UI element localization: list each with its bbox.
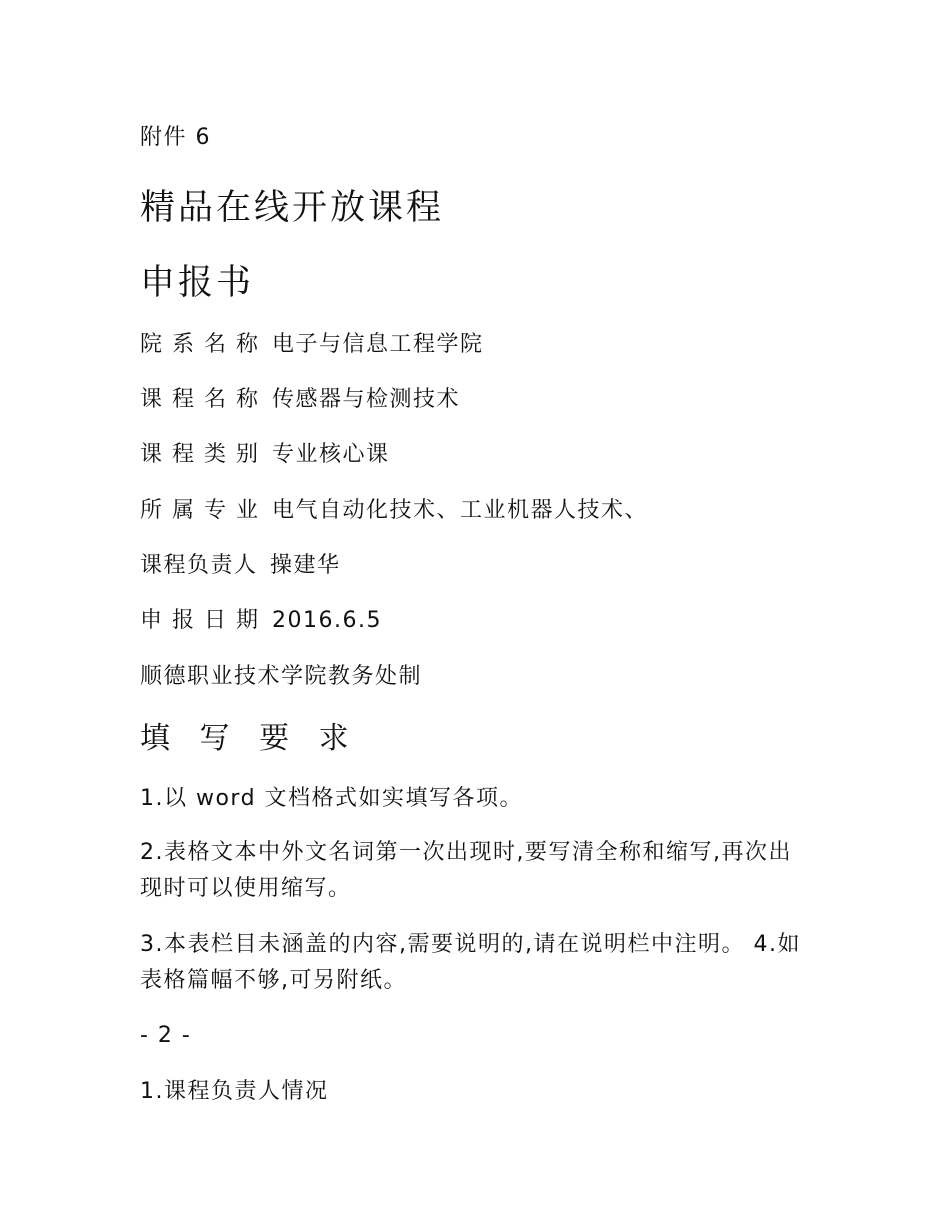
- requirement-item: 3.本表栏目未涵盖的内容,需要说明的,请在说明栏中注明。 4.如表格篇幅不够,可另附纸。: [140, 932, 801, 993]
- field-value: 操建华: [270, 553, 341, 578]
- field-value: 专业核心课: [271, 442, 390, 467]
- issuer-line: 顺德职业技术学院教务处制: [140, 664, 423, 689]
- field-row-department: [140, 331, 484, 359]
- field-row-course-name: [140, 386, 460, 414]
- field-label: 申 报 日 期: [140, 608, 260, 633]
- field-label: 院 系 名 称: [140, 332, 260, 357]
- field-value: 2016.6.5: [271, 608, 382, 633]
- field-row-course-leader: [140, 552, 341, 580]
- document-title-line1: 精品在线开放课程: [140, 188, 445, 228]
- section-heading: 1.课程负责人情况: [140, 1079, 329, 1104]
- field-value: 电气自动化技术、工业机器人技术、: [271, 498, 648, 523]
- requirement-item: 1.以 word 文档格式如实填写各项。: [140, 786, 524, 811]
- page-number: - 2 -: [140, 1023, 192, 1048]
- field-value: 电子与信息工程学院: [271, 332, 484, 357]
- attachment-label: 附件 6: [140, 125, 211, 150]
- field-label: 课 程 类 别: [140, 442, 260, 467]
- field-value: 传感器与检测技术: [271, 387, 460, 412]
- field-label: 课程负责人: [140, 553, 258, 578]
- field-label: 所 属 专 业: [140, 498, 260, 523]
- field-row-course-category: [140, 441, 390, 469]
- field-row-application-date: [140, 607, 382, 635]
- requirements-heading: 填 写 要 求: [140, 721, 359, 756]
- requirement-item: 2.表格文本中外文名词第一次出现时,要写清全称和缩写,再次出现时可以使用缩写。: [140, 840, 792, 901]
- field-row-major: [140, 497, 648, 525]
- document-title-line2: 申报书: [140, 263, 255, 303]
- field-label: 课 程 名 称: [140, 387, 260, 412]
